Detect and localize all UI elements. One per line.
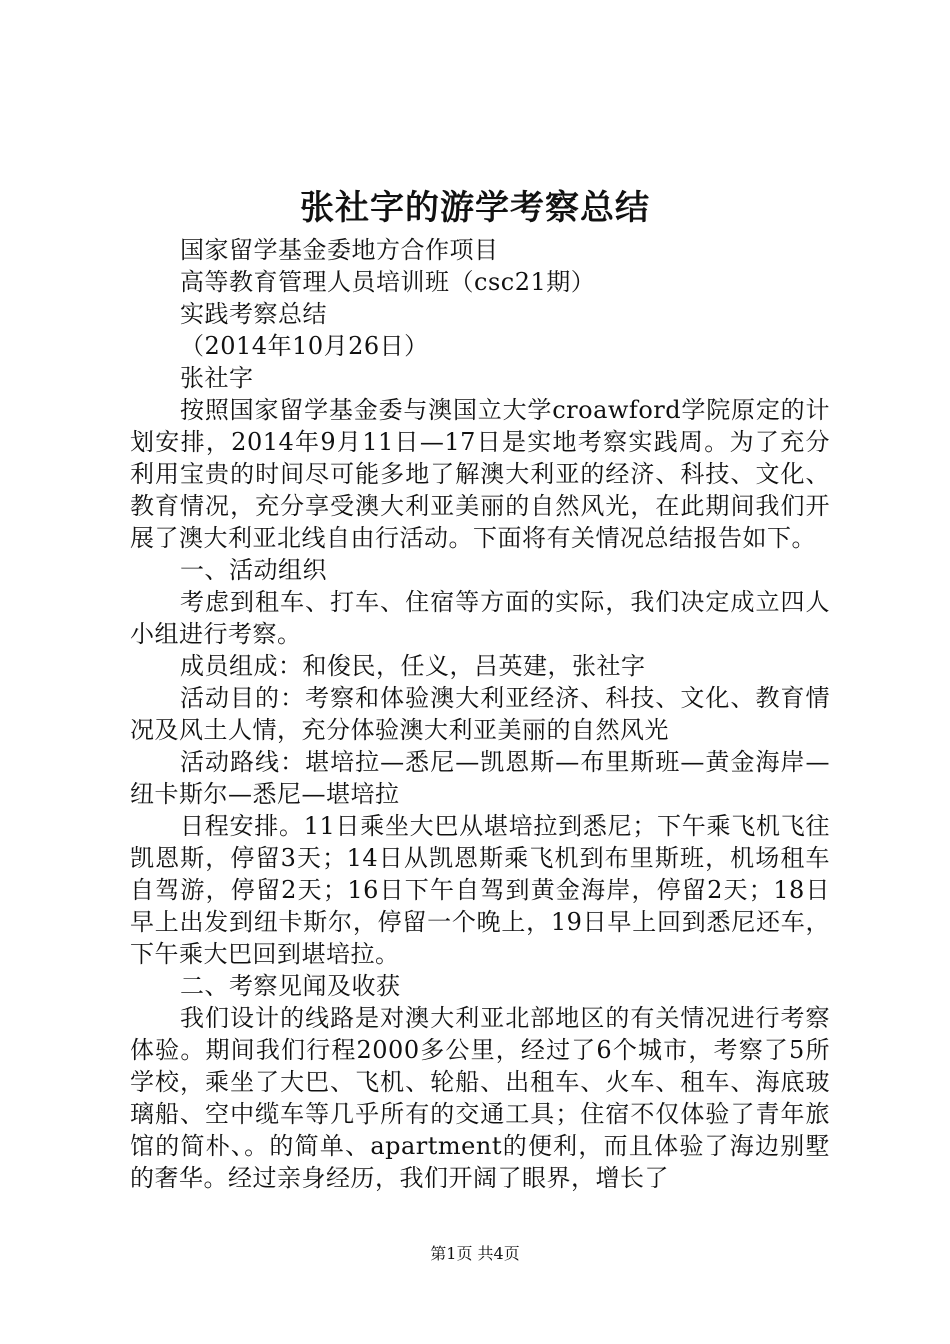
document-body <box>130 234 830 1194</box>
paragraph-class: 高等教育管理人员培训班（csc21期） <box>180 268 596 296</box>
section-heading-1: 一、活动组织 <box>180 556 327 584</box>
paragraph-route: 活动路线：堪培拉—悉尼—凯恩斯—布里斯班—黄金海岸—纽卡斯尔—悉尼—堪培拉 <box>130 748 830 808</box>
paragraph-author: 张社字 <box>180 364 254 392</box>
paragraph-project: 国家留学基金委地方合作项目 <box>180 236 499 264</box>
paragraph-members: 成员组成：和俊民，任义，吕英建，张社字 <box>180 652 646 680</box>
paragraph-subtitle: 实践考察总结 <box>180 300 327 328</box>
document-title: 张社字的游学考察总结 <box>300 188 650 228</box>
section-heading-2: 二、考察见闻及收获 <box>180 972 401 1000</box>
paragraph-intro: 按照国家留学基金委与澳国立大学croawford学院原定的计划安排，2014年9月11日—17日是实地考察实践周。为了充分利用宝贵的时间尽可能多地了解澳大利亚的经济、科技、文化、教育情况，充分享受澳大利亚美丽的自然风光，在此期间我们开展了澳大利亚北线自由行活动。下面将有关情况总结报告如下。 <box>130 396 830 552</box>
paragraph-organization: 考虑到租车、打车、住宿等方面的实际，我们决定成立四人小组进行考察。 <box>130 588 830 648</box>
paragraph-schedule: 日程安排。11日乘坐大巴从堪培拉到悉尼；下午乘飞机飞往凯恩斯，停留3天；14日从凯恩斯乘飞机到布里斯班，机场租车自驾游，停留2天；16日下午自驾到黄金海岸，停留2天；18日早上出发到纽卡斯尔，停留一个晚上，19日早上回到悉尼还车，下午乘大巴回到堪培拉。 <box>130 812 830 968</box>
paragraph-date: （2014年10月26日） <box>180 332 429 360</box>
page-number-footer: 第1页 共4页 <box>430 1244 520 1263</box>
paragraph-purpose: 活动目的：考察和体验澳大利亚经济、科技、文化、教育情况及风土人情，充分体验澳大利亚美丽的自然风光 <box>130 684 830 744</box>
paragraph-findings: 我们设计的线路是对澳大利亚北部地区的有关情况进行考察体验。期间我们行程2000多公里，经过了6个城市，考察了5所学校，乘坐了大巴、飞机、轮船、出租车、火车、租车、海底玻璃船、空中缆车等几乎所有的交通工具；住宿不仅体验了青年旅馆的简朴、。的简单、apartment的便利，而且体验了海边别墅的奢华。经过亲身经历，我们开阔了眼界，增长了 <box>130 1004 830 1192</box>
